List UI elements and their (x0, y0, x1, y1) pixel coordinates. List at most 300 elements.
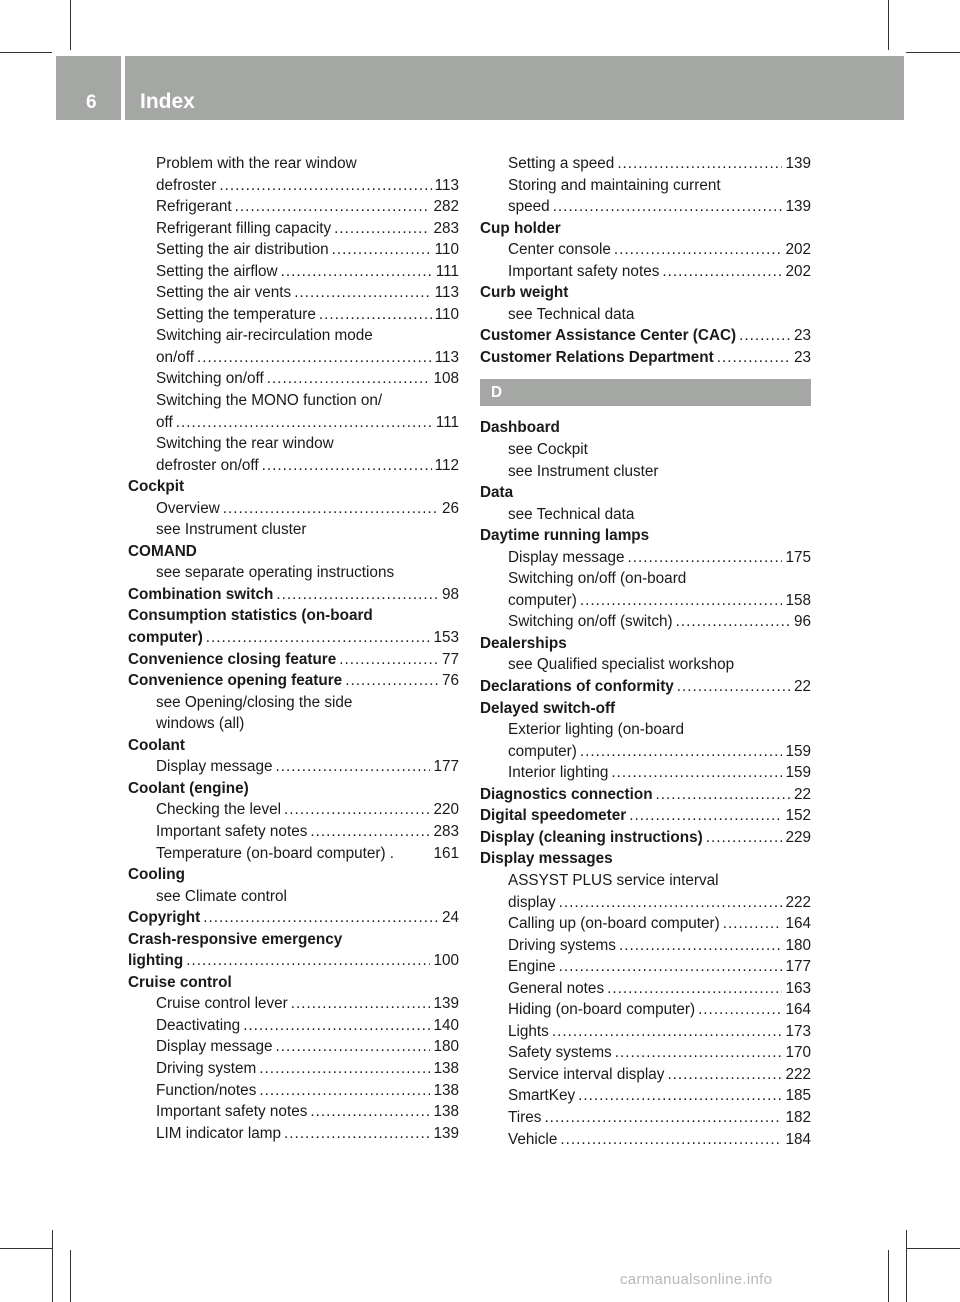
index-subentry (480, 239, 811, 261)
entry-text: Switching on/off (on-board (508, 570, 687, 588)
index-subentry (128, 218, 459, 240)
page-reference: 220 (433, 801, 459, 819)
entry-text: Calling up (on-board computer) (508, 915, 720, 933)
index-subentry (480, 153, 811, 175)
index-subentry (480, 892, 811, 914)
dot-leader (698, 999, 782, 1021)
index-entry (480, 633, 811, 655)
dot-leader (580, 590, 783, 612)
index-subentry (480, 461, 811, 483)
index-subentry (128, 1080, 459, 1102)
entry-text: Important safety notes (156, 1103, 308, 1121)
entry-text: Combination switch (128, 585, 274, 603)
index-subentry (128, 239, 459, 261)
index-entry (128, 778, 459, 800)
index-subentry (480, 741, 811, 763)
dot-leader (676, 611, 791, 633)
index-subentry (128, 282, 459, 304)
index-subentry (480, 261, 811, 283)
index-entry (128, 584, 459, 606)
header-divider (121, 56, 125, 120)
page-reference: 180 (785, 936, 811, 954)
page-number: 6 (86, 92, 97, 113)
index-subentry (128, 325, 459, 347)
entry-text: defroster (156, 176, 217, 194)
dot-leader (267, 368, 431, 390)
page-reference: 180 (433, 1038, 459, 1056)
index-entry (480, 482, 811, 504)
crop-mark (70, 1250, 71, 1302)
dot-leader (607, 978, 782, 1000)
dot-leader (662, 261, 782, 283)
page-reference: 202 (785, 262, 811, 280)
dot-leader (276, 584, 439, 606)
index-entry (128, 929, 459, 951)
entry-text: Important safety notes (156, 822, 308, 840)
page-reference: 175 (785, 548, 811, 566)
dot-leader (667, 1064, 782, 1086)
entry-text: Crash-responsive emergency (128, 930, 343, 948)
entry-text: see Instrument cluster (508, 462, 659, 480)
page-reference: 113 (434, 176, 459, 194)
index-subentry (128, 498, 459, 520)
dot-leader (275, 1036, 430, 1058)
entry-text: see Opening/closing the side (156, 693, 353, 711)
entry-text: on/off (156, 348, 194, 366)
entry-text: Exterior lighting (on-board (508, 721, 685, 739)
entry-text: display (508, 893, 556, 911)
index-entry (480, 805, 811, 827)
entry-text: Display message (156, 1038, 273, 1056)
crop-mark (888, 1250, 889, 1302)
index-entry (128, 735, 459, 757)
page-reference: 170 (785, 1044, 811, 1062)
index-subentry (480, 719, 811, 741)
page-reference: 26 (441, 499, 459, 517)
index-letter-heading: D (480, 379, 811, 406)
index-subentry (128, 562, 459, 584)
dot-leader (310, 821, 430, 843)
entry-text: Refrigerant filling capacity (156, 219, 332, 237)
entry-text: speed (508, 198, 550, 216)
page-reference: 22 (793, 678, 811, 696)
entry-text: Digital speedometer (480, 807, 627, 825)
index-subentry (480, 1021, 811, 1043)
index-subentry (128, 261, 459, 283)
page-reference: 110 (434, 241, 459, 259)
index-subentry (480, 611, 811, 633)
entry-text: Switching air-recirculation mode (156, 327, 373, 345)
entry-text: see Technical data (508, 505, 635, 523)
page-reference: 159 (785, 742, 811, 760)
index-column-right (480, 153, 811, 1150)
index-subentry (128, 1058, 459, 1080)
page-reference: 177 (785, 958, 811, 976)
entry-text: lighting (128, 952, 184, 970)
index-subentry (480, 1085, 811, 1107)
index-entry (128, 907, 459, 929)
crop-mark (0, 52, 52, 53)
page-reference: 139 (785, 155, 811, 172)
entry-text: Display (cleaning instructions) (480, 828, 703, 846)
dot-leader (206, 627, 431, 649)
dot-leader (578, 1085, 782, 1107)
dot-leader (262, 455, 432, 477)
page-reference: 164 (785, 1001, 811, 1019)
index-subentry (480, 304, 811, 326)
index-subentry (128, 886, 459, 908)
page-reference: 158 (785, 591, 811, 609)
page-reference: 111 (435, 262, 459, 280)
entry-text: Setting a speed (508, 155, 615, 172)
index-subentry (128, 756, 459, 778)
entry-text: Tires (508, 1108, 542, 1126)
index-subentry (128, 175, 459, 197)
page-title: Index (140, 90, 195, 113)
page-reference: 163 (785, 979, 811, 997)
entry-text: Switching on/off (switch) (508, 613, 673, 631)
dot-leader (294, 282, 431, 304)
index-entry (128, 605, 459, 627)
index-entry (480, 218, 811, 240)
entry-text: defroster on/off (156, 456, 259, 474)
index-subentry (128, 821, 459, 843)
dot-leader (310, 1101, 430, 1123)
page-reference: 138 (433, 1081, 459, 1099)
entry-text: Engine (508, 958, 556, 976)
page-reference: 202 (785, 241, 811, 259)
dot-leader (319, 304, 432, 326)
dot-leader (186, 950, 430, 972)
entry-text: Switching on/off (156, 370, 264, 388)
index-subentry (128, 347, 459, 369)
index-subentry (128, 519, 459, 541)
index-subentry (480, 439, 811, 461)
index-subentry (480, 1064, 811, 1086)
entry-text: see Cockpit (508, 441, 588, 459)
entry-text: Setting the air distribution (156, 241, 329, 259)
index-subentry (128, 304, 459, 326)
dot-leader (176, 412, 433, 434)
dot-leader (334, 218, 430, 240)
page-reference: 159 (785, 764, 811, 782)
crop-mark (906, 52, 960, 53)
entry-text: Interior lighting (508, 764, 609, 782)
index-subentry (128, 368, 459, 390)
dot-leader (235, 196, 431, 218)
entry-text: General notes (508, 979, 605, 997)
entry-text: Temperature (on-board computer) . (156, 844, 395, 862)
dot-leader (677, 676, 791, 698)
page-reference: 110 (434, 305, 459, 323)
page-reference: 22 (793, 785, 811, 803)
dot-leader (739, 325, 791, 347)
dot-leader (723, 913, 783, 935)
entry-text: Coolant (engine) (128, 779, 249, 797)
page-reference: 185 (785, 1087, 811, 1105)
dot-leader (559, 892, 783, 914)
entry-text: Display message (156, 758, 273, 776)
index-subentry (128, 1101, 459, 1123)
dot-leader (203, 907, 439, 929)
entry-text: Setting the temperature (156, 305, 316, 323)
index-subentry (480, 175, 811, 197)
page-reference: 23 (793, 348, 811, 366)
index-entry (128, 541, 459, 563)
entry-text: Vehicle (508, 1130, 558, 1148)
entry-text: Center console (508, 241, 611, 259)
page-reference: 283 (433, 822, 459, 840)
entry-text: Coolant (128, 736, 185, 754)
entry-text: Driving systems (508, 936, 616, 954)
dot-leader (559, 956, 783, 978)
page-reference: 153 (433, 629, 459, 647)
dot-leader (243, 1015, 430, 1037)
dot-leader (275, 756, 430, 778)
watermark-text: carmanualsonline.info (620, 1271, 773, 1288)
index-entry (480, 698, 811, 720)
index-entry (480, 325, 811, 347)
entry-text: Setting the airflow (156, 262, 278, 280)
entry-text: see separate operating instructions (156, 564, 395, 582)
index-subentry (480, 568, 811, 590)
page-reference: 184 (785, 1130, 811, 1148)
index-subentry (480, 870, 811, 892)
entry-text: Cup holder (480, 219, 561, 237)
page-reference: 177 (433, 758, 459, 776)
dot-leader (284, 1123, 430, 1145)
page-reference: 222 (785, 1065, 811, 1083)
index-entry (128, 972, 459, 994)
index-subentry (480, 196, 811, 218)
index-subentry (128, 153, 459, 175)
entry-text: Checking the level (156, 801, 281, 819)
entry-text: computer) (128, 629, 203, 647)
index-subentry (480, 1129, 811, 1151)
page-reference: 222 (785, 893, 811, 911)
entry-text: Curb weight (480, 284, 569, 302)
page-reference: 152 (785, 807, 811, 825)
entry-text: Switching the rear window (156, 435, 334, 453)
index-entry (480, 848, 811, 870)
page-reference: 76 (441, 672, 459, 690)
entry-text: windows (all) (156, 715, 245, 733)
entry-text: LIM indicator lamp (156, 1124, 281, 1142)
entry-text: see Qualified specialist workshop (508, 656, 735, 674)
entry-text: Copyright (128, 909, 201, 927)
index-subentry (128, 1015, 459, 1037)
dot-leader (281, 261, 433, 283)
entry-text: see Climate control (156, 887, 287, 905)
index-entry (480, 525, 811, 547)
entry-text: Delayed switch-off (480, 699, 616, 717)
page-reference: 139 (785, 198, 811, 216)
dot-leader (223, 498, 439, 520)
entry-text: Cruise control lever (156, 995, 288, 1013)
dot-leader (580, 741, 783, 763)
entry-text: see Technical data (508, 305, 635, 323)
entry-text: Overview (156, 499, 220, 517)
page-reference: 108 (433, 370, 459, 388)
index-subentry (128, 1036, 459, 1058)
page-reference: 182 (785, 1108, 811, 1126)
dot-leader (345, 670, 439, 692)
index-subentry (480, 547, 811, 569)
dot-leader (706, 827, 783, 849)
page-reference: 112 (434, 456, 459, 474)
crop-mark (70, 0, 71, 50)
entry-text: Refrigerant (156, 198, 232, 216)
dot-leader (717, 347, 791, 369)
entry-text: Dealerships (480, 634, 567, 652)
crop-mark (0, 1248, 52, 1249)
index-subentry (128, 843, 459, 865)
entry-text: computer) (508, 742, 577, 760)
index-subentry (480, 1042, 811, 1064)
entry-text: Customer Relations Department (480, 348, 714, 366)
entry-text: Declarations of conformity (480, 678, 674, 696)
page-reference: 113 (434, 284, 459, 302)
entry-text: Convenience closing feature (128, 650, 337, 668)
entry-text: Lights (508, 1022, 549, 1040)
entry-text: off (156, 413, 173, 431)
entry-text: Display message (508, 548, 625, 566)
page-reference: 140 (433, 1016, 459, 1034)
index-column-left (128, 153, 459, 1144)
index-subentry (128, 455, 459, 477)
page-reference: 111 (435, 413, 459, 431)
entry-text: Driving system (156, 1059, 257, 1077)
entry-text: Cooling (128, 866, 185, 884)
dot-leader (615, 1042, 783, 1064)
page-reference: 24 (441, 909, 459, 927)
page-reference: 283 (433, 219, 459, 237)
index-subentry (128, 390, 459, 412)
dot-leader (332, 239, 432, 261)
page-reference: 139 (433, 1124, 459, 1142)
dot-leader (291, 993, 431, 1015)
index-entry (128, 864, 459, 886)
index-entry (480, 282, 811, 304)
index-subentry (480, 956, 811, 978)
page-reference: 138 (433, 1103, 459, 1121)
index-subentry (480, 504, 811, 526)
index-entry (128, 476, 459, 498)
crop-mark (888, 0, 889, 50)
dot-leader (627, 547, 782, 569)
entry-text: Service interval display (508, 1065, 665, 1083)
crop-mark (52, 1230, 53, 1302)
index-entry (128, 950, 459, 972)
entry-text: Cruise control (128, 973, 232, 991)
index-subentry (480, 1107, 811, 1129)
dot-leader (611, 762, 782, 784)
page-reference: 161 (433, 844, 459, 862)
index-entry (480, 676, 811, 698)
index-subentry (128, 799, 459, 821)
entry-text: ASSYST PLUS service interval (508, 871, 719, 889)
page-reference: 113 (434, 348, 459, 366)
index-subentry (480, 935, 811, 957)
index-entry (128, 627, 459, 649)
index-subentry (128, 713, 459, 735)
dot-leader (197, 347, 432, 369)
entry-text: Convenience opening feature (128, 672, 343, 690)
entry-text: COMAND (128, 542, 197, 560)
page-reference: 229 (785, 828, 811, 846)
entry-text: Daytime running lamps (480, 527, 650, 545)
index-entry (128, 649, 459, 671)
index-subentry (128, 993, 459, 1015)
dot-leader (552, 1021, 783, 1043)
page-reference: 77 (441, 650, 459, 668)
entry-text: Data (480, 484, 514, 502)
index-subentry (128, 196, 459, 218)
dot-leader (629, 805, 782, 827)
dot-leader (259, 1080, 430, 1102)
index-subentry (480, 654, 811, 676)
dot-leader (656, 784, 791, 806)
page-reference: 23 (793, 327, 811, 345)
index-subentry (128, 412, 459, 434)
entry-text: Diagnostics connection (480, 785, 653, 803)
index-subentry (480, 590, 811, 612)
index-entry (480, 784, 811, 806)
index-subentry (128, 1123, 459, 1145)
entry-text: Problem with the rear window (156, 155, 357, 172)
page-reference: 282 (433, 198, 459, 216)
index-subentry (128, 692, 459, 714)
dot-leader (553, 196, 783, 218)
entry-text: Hiding (on-board computer) (508, 1001, 696, 1019)
entry-text: Deactivating (156, 1016, 241, 1034)
entry-text: Consumption statistics (on-board (128, 607, 373, 625)
index-subentry (480, 762, 811, 784)
crop-mark (906, 1248, 960, 1249)
entry-text: Storing and maintaining current (508, 176, 721, 194)
entry-text: Cockpit (128, 478, 185, 496)
page-reference: 164 (785, 915, 811, 933)
crop-mark (906, 1230, 907, 1302)
page-reference: 173 (785, 1022, 811, 1040)
entry-text: SmartKey (508, 1087, 576, 1105)
index-entry (128, 670, 459, 692)
dot-leader (560, 1129, 782, 1151)
dot-leader (339, 649, 439, 671)
dot-leader (259, 1058, 430, 1080)
page-reference: 100 (433, 952, 459, 970)
entry-text: Switching the MONO function on/ (156, 392, 383, 410)
index-subentry (480, 913, 811, 935)
index-subentry (480, 999, 811, 1021)
index-entry (480, 417, 811, 439)
dot-leader (619, 935, 783, 957)
entry-text: Customer Assistance Center (CAC) (480, 327, 737, 345)
page-reference: 98 (441, 585, 459, 603)
dot-leader (544, 1107, 782, 1129)
entry-text: computer) (508, 591, 577, 609)
index-entry (480, 827, 811, 849)
dot-leader (614, 239, 783, 261)
dot-leader (284, 799, 430, 821)
page-reference: 138 (433, 1059, 459, 1077)
entry-text: Setting the air vents (156, 284, 292, 302)
page-reference: 96 (793, 613, 811, 631)
index-subentry (128, 433, 459, 455)
page-reference: 139 (433, 995, 459, 1013)
entry-text: Display messages (480, 850, 613, 868)
entry-text: Important safety notes (508, 262, 660, 280)
